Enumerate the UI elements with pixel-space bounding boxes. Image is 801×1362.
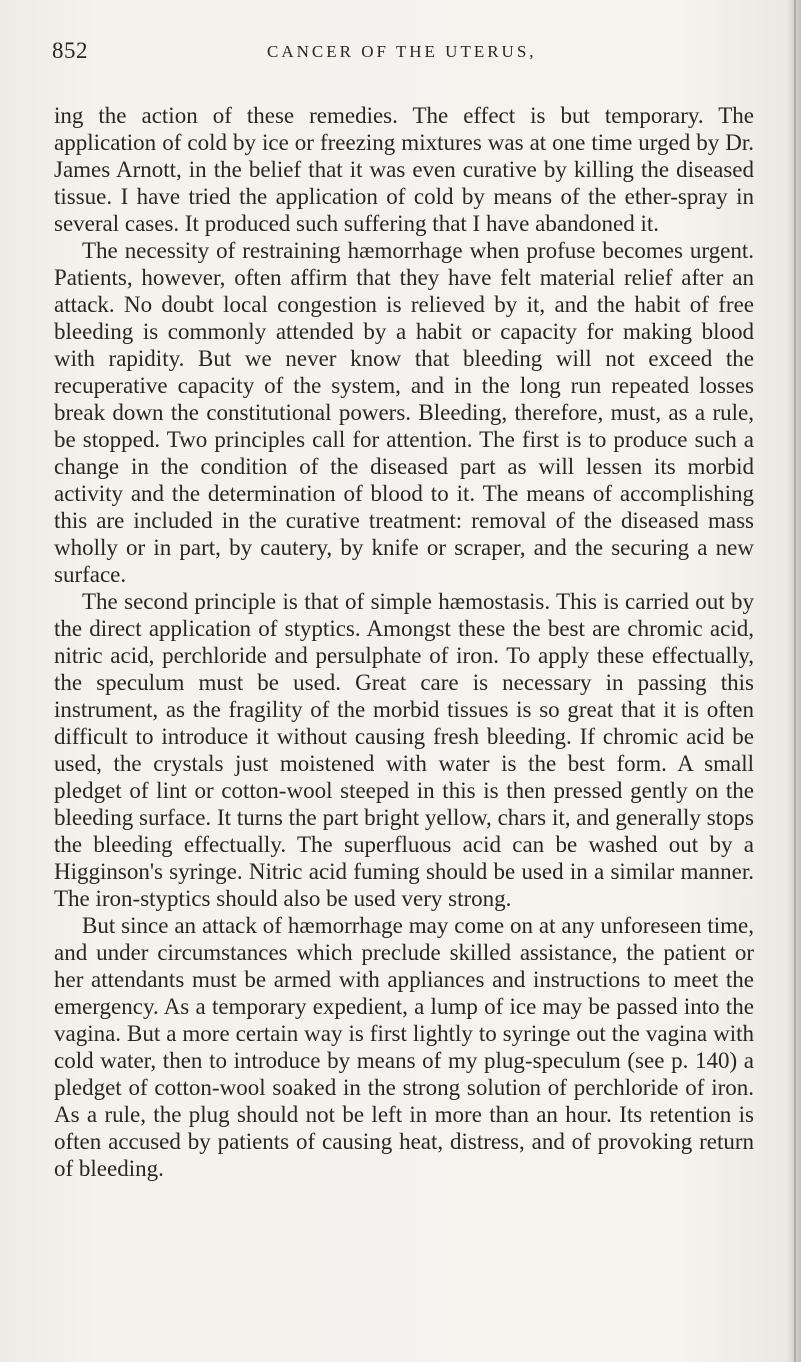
page-edge-line: [794, 0, 796, 1362]
body-text: [54, 102, 754, 1182]
paragraph-4: But since an attack of hæmorrhage may come on at any unforeseen time, and under circumstances which preclude skilled assistance, the patient or her attendants must be armed with appliances and instructions to meet the emergency. As a temporary expedient, a lump of ice may be passed into the vagina. But a more certain way is first lightly to syringe out the vagina with cold water, then to introduce by means of my plug-speculum (see p. 140) a pledget of cotton-wool soaked in the strong solution of perchloride of iron. As a rule, the plug should not be left in more than an hour. Its retention is often accused by patients of causing heat, distress, and of provoking return of bleeding.: [54, 913, 754, 1181]
paragraph-2: The necessity of restraining hæmorrhage when profuse becomes urgent. Patients, however, often affirm that they have felt material relief after an attack. No doubt local congestion is relieved by it, and the habit of free bleeding is commonly attended by a habit or capacity for making blood with rapidity. But we never know that bleeding will not exceed the recuperative capacity of the system, and in the long run repeated losses break down the constitutional powers. Bleeding, therefore, must, as a rule, be stopped. Two principles call for attention. The first is to produce such a change in the condition of the diseased part as will lessen its morbid activity and the determination of blood to it. The means of accomplishing this are included in the curative treatment: removal of the diseased mass wholly or in part, by cautery, by knife or scraper, and the securing a new surface.: [54, 238, 754, 587]
paragraph-1: ing the action of these remedies. The effect is but temporary. The application of cold by ice or freezing mixtures was at one time urged by Dr. James Arnott, in the belief that it was even curative by killing the diseased tissue. I have tried the application of cold by means of the ether-spray in several cases. It produced such suffering that I have abandoned it.: [54, 103, 754, 236]
page-header: [52, 38, 752, 68]
running-head: CANCER OF THE UTERUS,: [267, 42, 537, 61]
paragraph-3: The second principle is that of simple hæmostasis. This is carried out by the direct application of styptics. Amongst these the best are chromic acid, nitric acid, perchloride and persulphate of iron. To apply these effectually, the speculum must be used. Great care is necessary in passing this instrument, as the fragility of the morbid tissues is so great that it is often difficult to introduce it without causing fresh bleeding. If chromic acid be used, the crystals just moistened with water is the best form. A small pledget of lint or cotton-wool steeped in this is then pressed gently on the bleeding surface. It turns the part bright yellow, chars it, and generally stops the bleeding effectually. The superfluous acid can be washed out by a Higginson's syringe. Nitric acid fuming should be used in a similar manner. The iron-styptics should also be used very strong.: [54, 589, 754, 911]
page-number: 852: [52, 38, 88, 63]
